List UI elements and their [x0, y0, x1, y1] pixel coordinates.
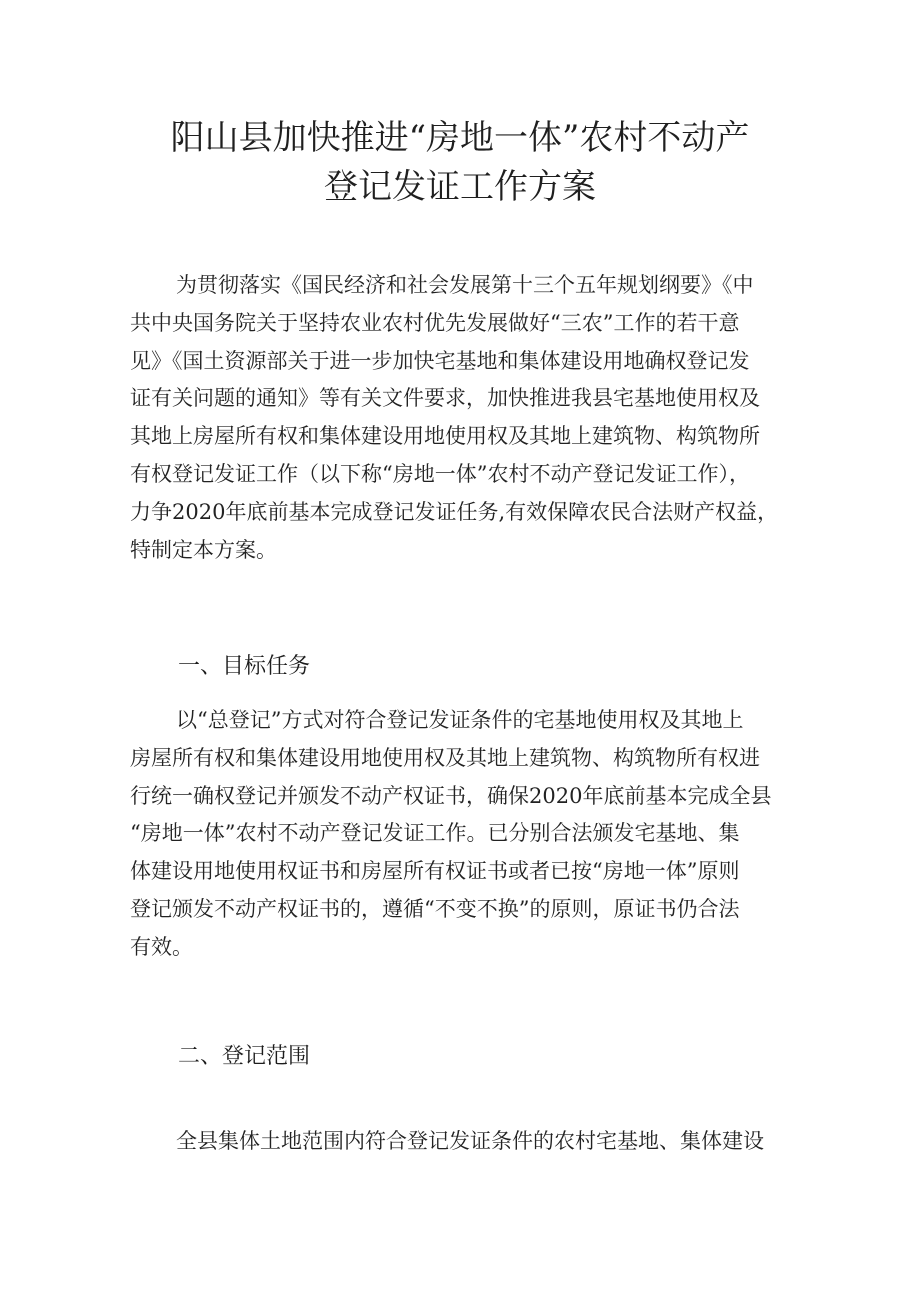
paragraph-line: 登记颁发不动产权证书的，遵循“不变不换”的原则，原证书仍合法 — [130, 896, 740, 921]
intro-paragraph — [130, 267, 790, 569]
paragraph-line: 体建设用地使用权证书和房屋所有权证书或者已按“房地一体”原则 — [130, 859, 740, 884]
paragraph-line: 有效。 — [130, 934, 193, 959]
paragraph-line: 全县集体土地范围内符合登记发证条件的农村宅基地、集体建设 — [176, 1129, 764, 1153]
section-heading-goals: 一、目标任务 — [178, 654, 311, 679]
paragraph-line: 有权登记发证工作（以下称“房地一体”农村不动产登记发证工作）， — [130, 461, 750, 486]
paragraph-line: 证有关问题的通知》等有关文件要求，加快推进我县宅基地使用权及 — [130, 386, 760, 411]
paragraph-line: 以“总登记”方式对符合登记发证条件的宅基地使用权及其地上 — [176, 708, 744, 732]
paragraph-line: 房屋所有权和集体建设用地使用权及其地上建筑物、构筑物所有权进 — [130, 745, 760, 770]
paragraph-line: 见》《国土资源部关于进一步加快宅基地和集体建设用地确权登记发 — [130, 348, 750, 373]
paragraph-line: 行统一确权登记并颁发不动产权证书，确保2020年底前基本完成全县 — [130, 783, 772, 808]
document-title-line-2: 登记发证工作方案 — [324, 167, 596, 207]
section-heading-scope: 二、登记范围 — [178, 1044, 311, 1069]
document-title-line-1: 阳山县加快推进“房地一体”农村不动产 — [170, 118, 750, 158]
paragraph-line: 为贯彻落实《国民经济和社会发展第十三个五年规划纲要》《中 — [176, 273, 754, 297]
paragraph-line: 共中央国务院关于坚持农业农村优先发展做好“三农”工作的若干意 — [130, 310, 740, 335]
paragraph-line: 其地上房屋所有权和集体建设用地使用权及其地上建筑物、构筑物所 — [130, 424, 760, 449]
goals-paragraph — [130, 702, 790, 967]
scope-paragraph — [130, 1123, 790, 1161]
paragraph-line: 特制定本方案。 — [130, 537, 277, 562]
paragraph-line: 力争2020年底前基本完成登记发证任务,有效保障农民合法财产权益， — [130, 499, 779, 524]
paragraph-line: “房地一体”农村不动产登记发证工作。已分别合法颁发宅基地、集 — [130, 821, 740, 846]
